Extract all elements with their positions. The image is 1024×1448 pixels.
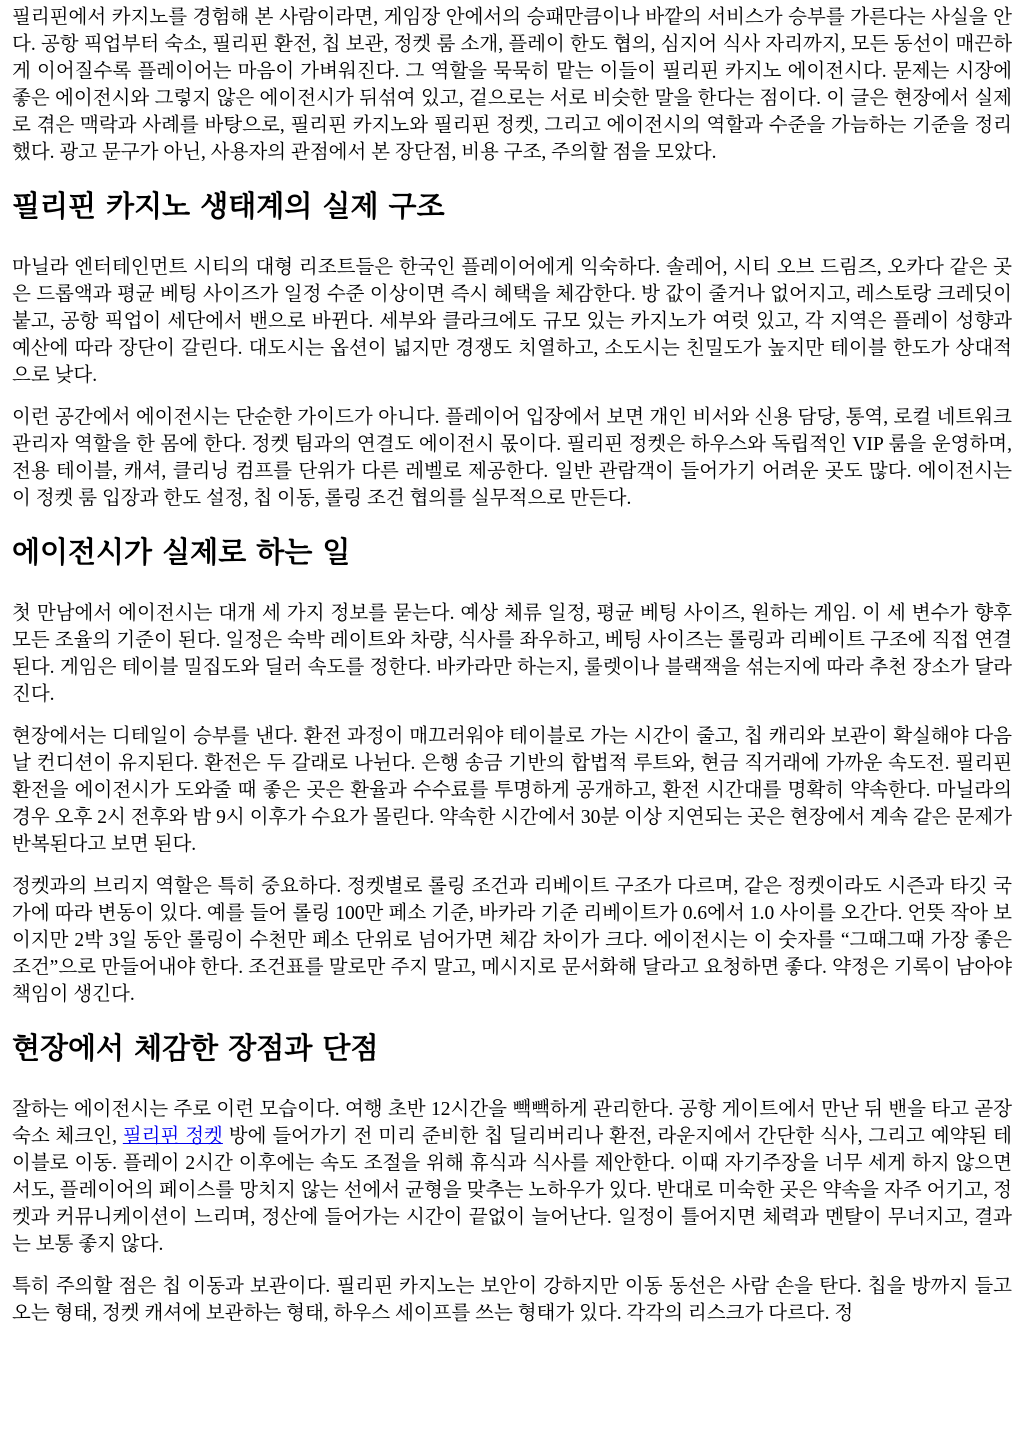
section-heading-ecosystem: 필리핀 카지노 생태계의 실제 구조 bbox=[12, 189, 445, 223]
paragraph: 현장에서는 디테일이 승부를 낸다. 환전 과정이 매끄러워야 테이블로 가는 시간이 줄고, 칩 캐리와 보관이 확실해야 다음날 컨디션이 유지된다. 환전은 두 갈래로 나뉜다. 은행 송금 기반의 합법적 루트와, 현금 직거래에 가까운 속도전. 필리핀 환전을 에이전시가 도와줄 때 좋은 곳은 환율과 수수료를 투명하게 공개하고, 환전 시간대를 명확히 약속한다. 마닐라의 경우 오후 2시 전후와 밤 9시 이후가 수요가 몰린다. 약속한 시간에서 30분 이상 지연되는 곳은 현장에서 계속 같은 문제가 반복된다고 보면 된다. bbox=[12, 726, 1012, 855]
paragraph: 정켓과의 브리지 역할은 특히 중요하다. 정켓별로 롤링 조건과 리베이트 구조가 다르며, 같은 정켓이라도 시즌과 타깃 국가에 따라 변동이 있다. 예를 들어 롤링 100만 페소 기준, 바카라 기준 리베이트가 0.6에서 1.0 사이를 오간다. 언뜻 작아 보이지만 2박 3일 동안 롤링이 수천만 페소 단위로 넘어가면 체감 차이가 크다. 에이전시는 이 숫자를 “그때그때 가장 좋은 조건”으로 만들어내야 한다. 조건표를 말로만 주지 말고, 메시지로 문서화해 달라고 요청하면 좋다. 약정은 기록이 남아야 책임이 생긴다. bbox=[12, 876, 1012, 1005]
junket-link[interactable]: 필리핀 정켓 bbox=[122, 1126, 223, 1147]
section-heading-agency-role: 에이전시가 실제로 하는 일 bbox=[12, 535, 351, 569]
paragraph bbox=[12, 1096, 1012, 1258]
paragraph-text: 방에 들어가기 전 미리 준비한 칩 딜리버리나 환전, 라운지에서 간단한 식사, 그리고 예약된 테이블로 이동. 플레이 2시간 이후에는 속도 조절을 위해 휴식과 식사를 제안한다. 이때 자기주장을 너무 세게 하지 않으면서도, 플레이어의 페이스를 망치지 않는 선에서 균형을 맞추는 노하우가 있다. 반대로 미숙한 곳은 약속을 자주 어기고, 정켓과 커뮤니케이션이 느리며, 정산에 들어가는 시간이 끝없이 늘어난다. 일정이 틀어지면 체력과 멘탈이 무너지고, 결과는 보통 좋지 않다. bbox=[12, 1126, 1012, 1255]
paragraph-text: 잘하는 에이전시는 주로 이런 모습이다. 여행 초반 12시간을 빽빽하게 관리한다. 공항 게이트에서 만난 뒤 밴을 타고 곧장 숙소 체크인, bbox=[12, 1099, 1012, 1147]
paragraph: 이런 공간에서 에이전시는 단순한 가이드가 아니다. 플레이어 입장에서 보면 개인 비서와 신용 담당, 통역, 로컬 네트워크 관리자 역할을 한 몸에 한다. 정켓 팀과의 연결도 에이전시 몫이다. 필리핀 정켓은 하우스와 독립적인 VIP 룸을 운영하며, 전용 테이블, 캐셔, 클리닝 컴프를 단위가 다른 레벨로 제공한다. 일반 관람객이 들어가기 어려운 곳도 많다. 에이전시는 이 정켓 룸 입장과 한도 설정, 칩 이동, 롤링 조건 협의를 실무적으로 만든다. bbox=[12, 407, 1012, 509]
intro-paragraph: 필리핀에서 카지노를 경험해 본 사람이라면, 게임장 안에서의 승패만큼이나 바깥의 서비스가 승부를 가른다는 사실을 안다. 공항 픽업부터 숙소, 필리핀 환전, 칩 보관, 정켓 룸 소개, 플레이 한도 협의, 심지어 식사 자리까지, 모든 동선이 매끈하게 이어질수록 플레이어는 마음이 가벼워진다. 그 역할을 묵묵히 맡는 이들이 필리핀 카지노 에이전시다. 문제는 시장에 좋은 에이전시와 그렇지 않은 에이전시가 뒤섞여 있고, 겉으로는 서로 비슷한 말을 한다는 점이다. 이 글은 현장에서 실제로 겪은 맥락과 사례를 바탕으로, 필리핀 카지노와 필리핀 정켓, 그리고 에이전시의 역할과 수준을 가늠하는 기준을 정리했다. 광고 문구가 아닌, 사용자의 관점에서 본 장단점, 비용 구조, 주의할 점을 모았다. bbox=[12, 7, 1012, 163]
section-heading-pros-cons: 현장에서 체감한 장점과 단점 bbox=[12, 1031, 379, 1065]
paragraph: 마닐라 엔터테인먼트 시티의 대형 리조트들은 한국인 플레이어에게 익숙하다. 솔레어, 시티 오브 드림즈, 오카다 같은 곳은 드롭액과 평균 베팅 사이즈가 일정 수준 이상이면 즉시 혜택을 체감한다. 방 값이 줄거나 없어지고, 레스토랑 크레딧이 붙고, 공항 픽업이 세단에서 밴으로 바뀐다. 세부와 클라크에도 규모 있는 카지노가 여럿 있고, 각 지역은 플레이 성향과 예산에 따라 장단이 갈린다. 대도시는 옵션이 넓지만 경쟁도 치열하고, 소도시는 친밀도가 높지만 테이블 한도가 상대적으로 낮다. bbox=[12, 257, 1012, 386]
paragraph: 특히 주의할 점은 칩 이동과 보관이다. 필리핀 카지노는 보안이 강하지만 이동 동선은 사람 손을 탄다. 칩을 방까지 들고 오는 형태, 정켓 캐셔에 보관하는 형태, 하우스 세이프를 쓰는 형태가 있다. 각각의 리스크가 다르다. 정 bbox=[12, 1276, 1012, 1324]
paragraph: 첫 만남에서 에이전시는 대개 세 가지 정보를 묻는다. 예상 체류 일정, 평균 베팅 사이즈, 원하는 게임. 이 세 변수가 향후 모든 조율의 기준이 된다. 일정은 숙박 레이트와 차량, 식사를 좌우하고, 베팅 사이즈는 롤링과 리베이트 구조에 직접 연결된다. 게임은 테이블 밀집도와 딜러 속도를 정한다. 바카라만 하는지, 룰렛이나 블랙잭을 섞는지에 따라 추천 장소가 달라진다. bbox=[12, 603, 1012, 705]
